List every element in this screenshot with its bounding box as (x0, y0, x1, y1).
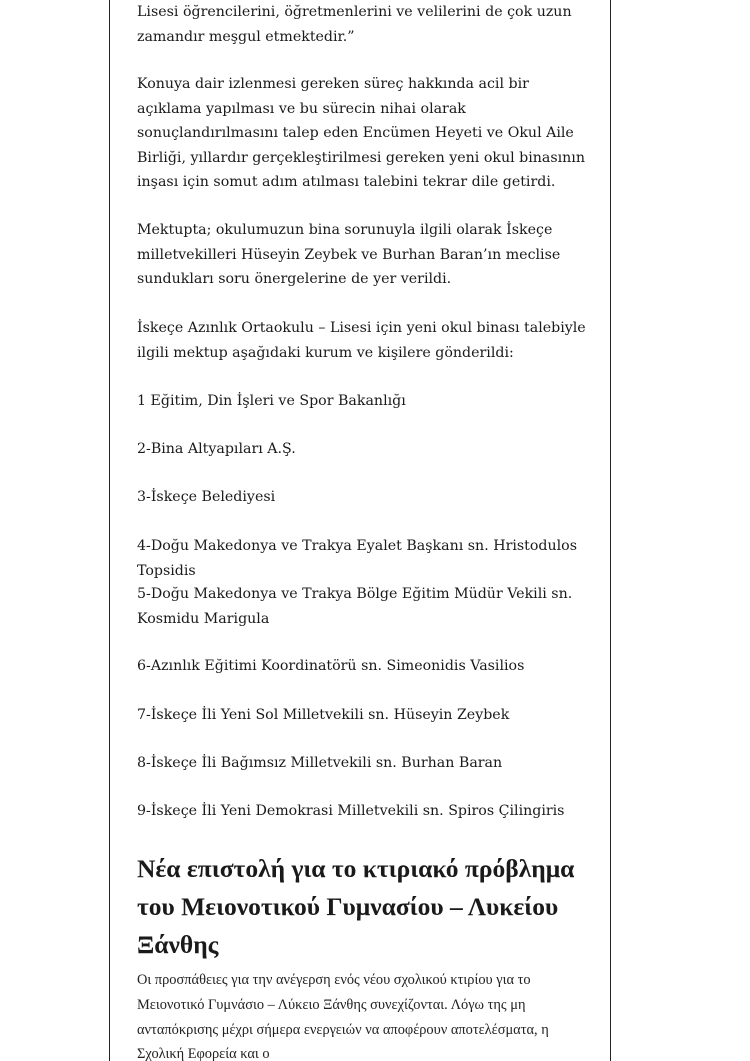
paragraph-recipients-intro: İskeçe Azınlık Ortaokulu – Lisesi için yeni okul binası talebiyle ilgili mektup aşağıdaki kurum ve kişilere gönderildi: (137, 320, 586, 361)
recipient-item: 5-Doğu Makedonya ve Trakya Bölge Eğitim Müdür Vekili sn. Kosmidu Marigula (137, 586, 573, 627)
paragraph-request: Konuya dair izlenmesi gereken süreç hakkında acil bir açıklama yapılması ve bu sürecin nihai olarak sonuçlandırılmasını talep eden Encümen Heyeti ve Okul Aile Birliği, yıllardır gerçekleştirilmesi gereken yeni okul binasının inşası için somut adım atılması talebini tekrar dile getirdi. (137, 76, 585, 191)
recipient-item: 9-İskeçe İli Yeni Demokrasi Milletvekili sn. Spiros Çilingiris (137, 803, 565, 819)
recipient-item: 1 Eğitim, Din İşleri ve Spor Bakanlığı (137, 393, 406, 409)
recipient-item: 6-Azınlık Eğitimi Koordinatörü sn. Simeonidis Vasilios (137, 658, 525, 674)
paragraph-letter: Mektupta; okulumuzun bina sorunuyla ilgili olarak İskeçe milletvekilleri Hüseyin Zeybek ve Burhan Baran’ın meclise sundukları soru önergelerine de yer verildi. (137, 222, 561, 288)
recipient-item: 7-İskeçe İli Yeni Sol Milletvekili sn. Hüseyin Zeybek (137, 707, 510, 723)
recipient-item: 2-Bina Altyapıları A.Ş. (137, 441, 296, 457)
recipient-item: 8-İskeçe İli Bağımsız Milletvekili sn. Burhan Baran (137, 755, 503, 771)
greek-section-heading: Νέα επιστολή για το κτιριακό πρόβλημα του Μειονοτικού Γυμνασίου – Λυκείου Ξάνθης (137, 854, 575, 959)
recipient-item: 3-İskeçe Belediyesi (137, 489, 276, 505)
recipient-item: 4-Doğu Makedonya ve Trakya Eyalet Başkanı sn. Hristodulos Topsidis (137, 538, 578, 579)
greek-paragraph: Οι προσπάθειες για την ανέγερση ενός νέου σχολικού κτιρίου για το Μειονοτικό Γυμνάσιο – Λύκειο Ξάνθης συνεχίζονται. Λόγω της μη ανταπόκρισης μέχρι σήμερα ενεργειών να αποφέρουν αποτελέσματα, η Σχολική Εφορεία και ο (137, 972, 549, 1061)
paragraph-quote-end: Lisesi öğrencilerini, öğretmenlerini ve velilerini de çok uzun zamandır meşgul etmektedir.” (137, 4, 572, 45)
